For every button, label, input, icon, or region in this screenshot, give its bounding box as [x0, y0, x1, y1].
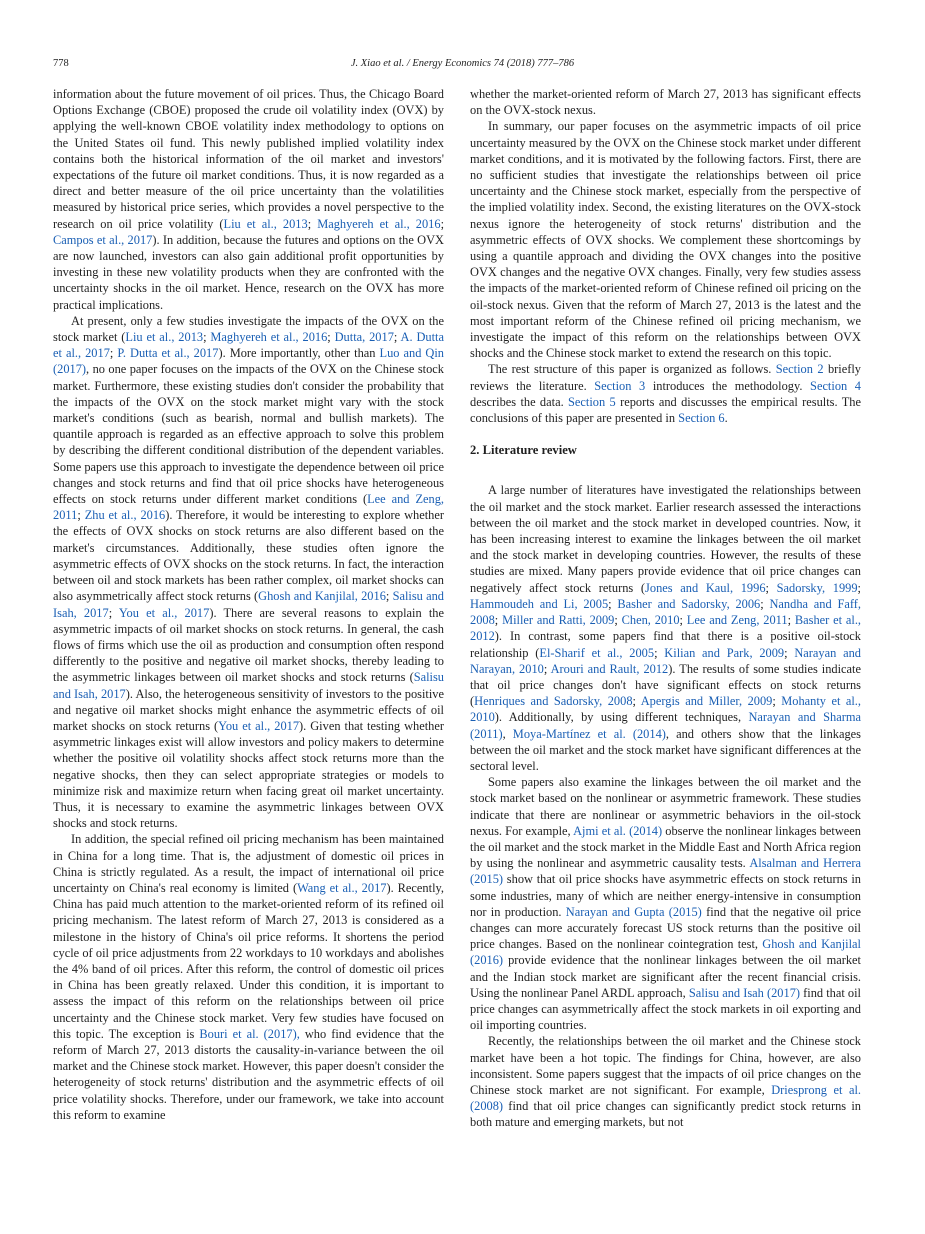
left-column [53, 86, 444, 1123]
paragraph-text: . [724, 411, 728, 426]
paragraph-text: ). Given that testing whether asymmetric linkages exist will allow investors and policy makers to determine whether the positive oil volatility shocks affect stock returns more than the negative shocks, then they can select appropriate strategies or models to minimize risk and maximize return when facing great oil market uncertainty. Thus, it is necessary to examine the asymmetric linkages between OVX shocks and stock returns. [53, 718, 444, 831]
paragraph-text: In addition, the special refined oil pricing mechanism has been maintained in China for a long time. That is, the adjustment of domestic oil prices in China is strictly regulated. As a result, the impact of international oil price uncertainty on China's real economy is limited ( [53, 832, 444, 895]
citation-link[interactable]: Mohanty et al., 2010 [470, 694, 861, 725]
citation-link[interactable]: Dutta, 2017 [334, 330, 394, 345]
paragraph-text: A large number of literatures have investigated the relationships between the oil market and the stock market. Earlier research assessed the interactions between the oil market and the stock market in developed countries. Now, it has been increasing interest to examine the linkages between the oil market and the stock market in developing countries. However, the results of these studies are mixed. Many papers provide evidence that oil price changes can negatively affect stock returns ( [470, 483, 861, 595]
citation-link[interactable]: Moya-Martínez et al. (2014) [512, 726, 666, 741]
citation-link[interactable]: You et al., 2017 [218, 718, 300, 733]
body-paragraph [470, 1033, 861, 1130]
citation-link[interactable]: Section 2 [775, 362, 824, 377]
citation-link[interactable]: Salisu and Isah (2017) [688, 985, 801, 1000]
paragraph-text: ). The results of some studies indicate that oil price changes don't have significant effects on stock returns ( [470, 661, 861, 709]
citation-link[interactable]: Henriques and Sadorsky, 2008 [474, 694, 633, 709]
paragraph-text: ; [393, 330, 401, 345]
citation-link[interactable]: Wang et al., 2017 [297, 880, 387, 895]
citation-link[interactable]: Driesprong et al. (2008) [470, 1082, 861, 1114]
paragraph-text: ; [654, 645, 665, 660]
running-title: J. Xiao et al. / Energy Economics 74 (2018) 777–786 [350, 58, 575, 69]
paragraph-text: ; [857, 580, 861, 595]
citation-link[interactable]: Kilian and Park, 2009 [664, 645, 785, 660]
paragraph-text: ; [608, 596, 618, 611]
paragraph-text: ; [543, 661, 551, 676]
paragraph-text: ; [784, 645, 795, 660]
paragraph-text: At present, only a few studies investigate the impacts of the OVX on the stock market ( [53, 313, 444, 345]
citation-link[interactable]: Ghosh and Kanjilal (2016) [470, 937, 861, 968]
paragraph-text: find that the negative oil price changes can more accurately forecast US stock returns than the positive oil price changes. Based on the nonlinear cointegration test, [470, 904, 862, 952]
paragraph-text: ; [307, 216, 318, 231]
citation-link[interactable]: Ajmi et al. (2014) [573, 823, 663, 838]
paragraph-text: ; [760, 596, 770, 611]
body-paragraph [470, 361, 861, 426]
citation-link[interactable]: Zhu et al., 2016 [84, 508, 166, 523]
paragraph-text: ; [614, 613, 622, 628]
citation-link[interactable]: P. Dutta et al., 2017 [117, 346, 219, 361]
paragraph-text: ). Also, the heterogeneous sensitivity of investors to the positive and negative oil market shocks might enhance the asymmetric effects of oil market shocks on stock returns ( [53, 686, 445, 733]
paragraph-text: ). Recently, China has paid much attention to the market-oriented reform of its refined oil pricing mechanism. The latest reform of March 27, 2013 is considered as a milestone in the history of China's oil price reforms. It shortens the period cycle of oil price adjustments from 22 workdays to 10 workdays and abolishes the 4% band of oil prices. After this reform, the control of domestic oil prices in China has been greatly relaxed. Under this condition, it is important to assess the impact of this reform on the relationships between oil price uncertainty and the Chinese stock market. Very few studies have focused on this topic. The exception is [53, 880, 444, 1041]
paragraph-text: , [502, 726, 513, 741]
citation-link[interactable]: Section 5 [568, 394, 616, 409]
body-paragraph [470, 118, 861, 361]
body-paragraph [53, 831, 444, 1123]
body-paragraph [470, 774, 861, 1033]
citation-link[interactable]: Liu et al., 2013 [223, 216, 308, 231]
paragraph-text: ; [327, 330, 335, 345]
paragraph-text: reports and discusses the empirical results. The conclusions of this paper are presented in [470, 394, 861, 426]
paragraph-text: ; [385, 589, 393, 604]
section-heading: 2. Literature review [470, 443, 577, 458]
paragraph-text: ; [765, 580, 777, 595]
right-column-intro [470, 86, 861, 426]
citation-link[interactable]: Jones and Kaul, 1996 [645, 580, 766, 595]
citation-link[interactable]: A. Dutta et al., 2017 [53, 330, 444, 361]
paragraph-text: show that oil price shocks have asymmetric effects on stock returns in some industries, many of which are neither energy-intensive in consumption nor in production. [470, 872, 861, 919]
citation-link[interactable]: Sadorsky, 1999 [776, 580, 858, 595]
paragraph-text: ). There are several reasons to explain the asymmetric impacts of oil market shocks on stock returns. In general, the cash flows of firms which use the oil as production and consumption often respond differently to the positive and negative oil market shocks, thereby leading to the asymmetric linkages between oil market shocks and stock returns ( [53, 605, 444, 685]
paragraph-text: information about the future movement of oil prices. Thus, the Chicago Board Options Exchange (CBOE) proposed the crude oil volatility index (OVX) by applying the well-known CBOE volatility index methodology to options on the United States oil fund. This newly published implied volatility index contains both the historical information of the oil market and investors' expectations of the future oil market conditions. Thus, it is now regarded as a direct and better measure of the oil price uncertainty than the volatilities measured by historical price series, which provides a novel perspective to the research on oil price volatility ( [53, 87, 444, 231]
citation-link[interactable]: Arouri and Rault, 2012 [550, 661, 669, 676]
paragraph-text: ; [77, 508, 85, 523]
citation-link[interactable]: Basher et al., 2012 [470, 613, 862, 644]
paragraph-text: ). In contrast, some papers find that there is a positive oil-stock relationship ( [470, 629, 861, 660]
citation-link[interactable]: Section 6 [678, 411, 725, 426]
body-paragraph [470, 482, 861, 774]
paragraph-text: Some papers also examine the linkages between the oil market and the stock market based on the nonlinear or asymmetric framework. These studies indicate that there are nonlinear or asymmetric behaviors in the oil-stock nexus. For example, [470, 775, 861, 838]
citation-link[interactable]: Maghyereh et al., 2016 [210, 330, 328, 345]
citation-link[interactable]: Hammoudeh and Li, 2005 [470, 596, 609, 611]
paragraph-text: introduces the methodology. [645, 378, 811, 393]
body-paragraph [470, 86, 861, 118]
body-paragraph [53, 313, 444, 832]
citation-link[interactable]: Miller and Ratti, 2009 [502, 613, 615, 628]
citation-link[interactable]: Lee and Zeng, 2011 [53, 492, 444, 523]
citation-link[interactable]: Basher and Sadorsky, 2006 [617, 596, 761, 611]
paragraph-text: find that oil price changes can asymmetrically affect the stock markets in oil exporting and oil importing countries. [470, 985, 861, 1033]
paragraph-text: In summary, our paper focuses on the asymmetric impacts of oil price uncertainty measured by the OVX on the Chinese stock market under different market conditions, and it is motivated by the following factors. First, there are no sufficient studies that investigate the relationships between oil price uncertainty and the Chinese stock market, especially from the perspective of the implied volatility index. Second, the existing literatures on the OVX-stock nexus ignore the heterogeneity of stock returns' distribution and the asymmetric effects of OVX shocks. We complement these shortcomings by using a quantile approach and dividing the OVX changes into the positive OVX changes and the negative OVX changes. Finally, very few studies assess the impacts of the market-oriented reform of Chinese refined oil pricing on the oil-stock nexus. Given that the reform of March 27, 2013 is the latest and the most important reform of the Chinese refined oil pricing mechanism, we investigate the impact of this reform on the relationships between OVX shocks and the Chinese stock market to extend the research on this topic. [470, 119, 861, 361]
paragraph-text: ). In addition, because the futures and options on the OVX are now launched, investors can also gain additional profit opportunities by investing in these new volatility products when they are confronted with the uncertainty shocks in the oil market. Hence, research on the OVX has more practical implications. [53, 232, 444, 312]
paragraph-text: who find evidence that the reform of March 27, 2013 distorts the causality-in-variance between the oil market and the Chinese stock market. However, this paper doesn't consider the heterogeneity of stock returns' distribution and the asymmetric effects of oil price volatility shocks. Therefore, under our framework, we take into account this reform to examine [53, 1026, 444, 1122]
right-column [470, 86, 861, 1131]
citation-link[interactable]: Section 3 [594, 378, 646, 393]
citation-link[interactable]: Apergis and Miller, 2009 [640, 694, 773, 709]
citation-link[interactable]: Salisu and Isah, 2017 [53, 589, 444, 620]
citation-link[interactable]: Ghosh and Kanjilal, 2016 [258, 589, 386, 604]
paragraph-text: Recently, the relationships between the oil market and the Chinese stock market have been a hot topic. The findings for China, however, are also inconsistent. Some papers suggest that the impacts of oil price changes on the Chinese stock market are not significant. For example, [470, 1034, 861, 1097]
citation-link[interactable]: Maghyereh et al., 2016 [317, 216, 441, 231]
citation-link[interactable]: Section 4 [810, 378, 862, 393]
citation-link[interactable]: Lee and Zeng, 2011 [686, 613, 788, 628]
citation-link[interactable]: Liu et al., 2013 [125, 330, 204, 345]
paragraph-text: provide evidence that the nonlinear linkages between the oil market and the Indian stock market are significant after the recent financial crisis. Using the nonlinear Panel ARDL approach, [470, 953, 861, 1000]
paragraph-text: ). Therefore, it would be interesting to explore whether the effects of OVX shocks on stock returns are also different based on the market's circumstances. Additionally, these studies often ignore the asymmetric effects of OVX shocks on the stock returns. In fact, the interaction between oil and stock markets has been rather complex, oil market shocks can also asymmetrically affect stock returns ( [53, 508, 444, 604]
paragraph-text: briefly reviews the literature. [470, 362, 861, 393]
citation-link[interactable]: Narayan and Sharma (2011) [470, 710, 861, 741]
citation-link[interactable]: Salisu and Isah, 2017 [53, 670, 444, 701]
paragraph-text: describes the data. [470, 394, 569, 409]
literature-review-body [470, 482, 861, 1130]
citation-link[interactable]: Campos et al., 2017 [53, 232, 153, 247]
citation-link[interactable]: El-Sharif et al., 2005 [539, 645, 655, 660]
paragraph-text: ; [632, 694, 641, 709]
paragraph-text: whether the market-oriented reform of March 27, 2013 has significant effects on the OVX-stock nexus. [470, 87, 861, 118]
citation-link[interactable]: Narayan and Narayan, 2010 [470, 645, 861, 676]
citation-link[interactable]: Luo and Qin (2017) [53, 346, 444, 377]
citation-link[interactable]: Narayan and Gupta (2015) [565, 904, 702, 919]
paragraph-text: ; [679, 613, 687, 628]
paragraph-text: ; [109, 346, 118, 361]
paragraph-text: ; [772, 694, 782, 709]
citation-link[interactable]: Chen, 2010 [621, 613, 680, 628]
paragraph-text: ; [787, 613, 795, 628]
paragraph-text: The rest structure of this paper is organized as follows. [488, 362, 776, 377]
paragraph-text: ; [203, 330, 211, 345]
citation-link[interactable]: You et al., 2017 [118, 605, 210, 620]
citation-link[interactable]: Nandha and Faff, 2008 [470, 596, 861, 628]
body-paragraph [53, 86, 444, 313]
paragraph-text: observe the nonlinear linkages between the oil market and the stock market in the Middle East and North Africa region by using the nonlinear and asymmetric causality tests. [470, 823, 861, 871]
citation-link[interactable]: Alsalman and Herrera (2015) [470, 856, 862, 887]
paragraph-text: ; [494, 613, 503, 628]
paragraph-text: , and others show that the linkages between the oil market and the stock market have significant differences at the sectoral level. [470, 726, 861, 773]
paragraph-text: , no one paper focuses on the impacts of the OVX on the Chinese stock market. Furthermore, these existing studies don't consider the probability that the impacts of the OVX on the stock market might vary with the stock market's conditions (such as bearish, normal and bullish markets). The quantile approach is regarded as an effective approach to solve this problem by describing the different conditional distribution of the dependent variables. Some papers use this approach to investigate the dependence between oil price changes and stock returns and find that oil price shocks have heterogeneous effects on stock returns under different market conditions ( [53, 362, 444, 507]
paragraph-text: ; [440, 216, 445, 231]
paragraph-text: ; [108, 605, 119, 620]
paragraph-text: find that oil price changes can significantly predict stock returns in both mature and emerging markets, but not [470, 1099, 861, 1130]
citation-link[interactable]: Bouri et al. (2017), [199, 1026, 300, 1041]
paragraph-text: ). Additionally, by using different techniques, [494, 710, 749, 725]
page-number: 778 [53, 58, 69, 69]
paragraph-text: ). More importantly, other than [218, 346, 380, 361]
